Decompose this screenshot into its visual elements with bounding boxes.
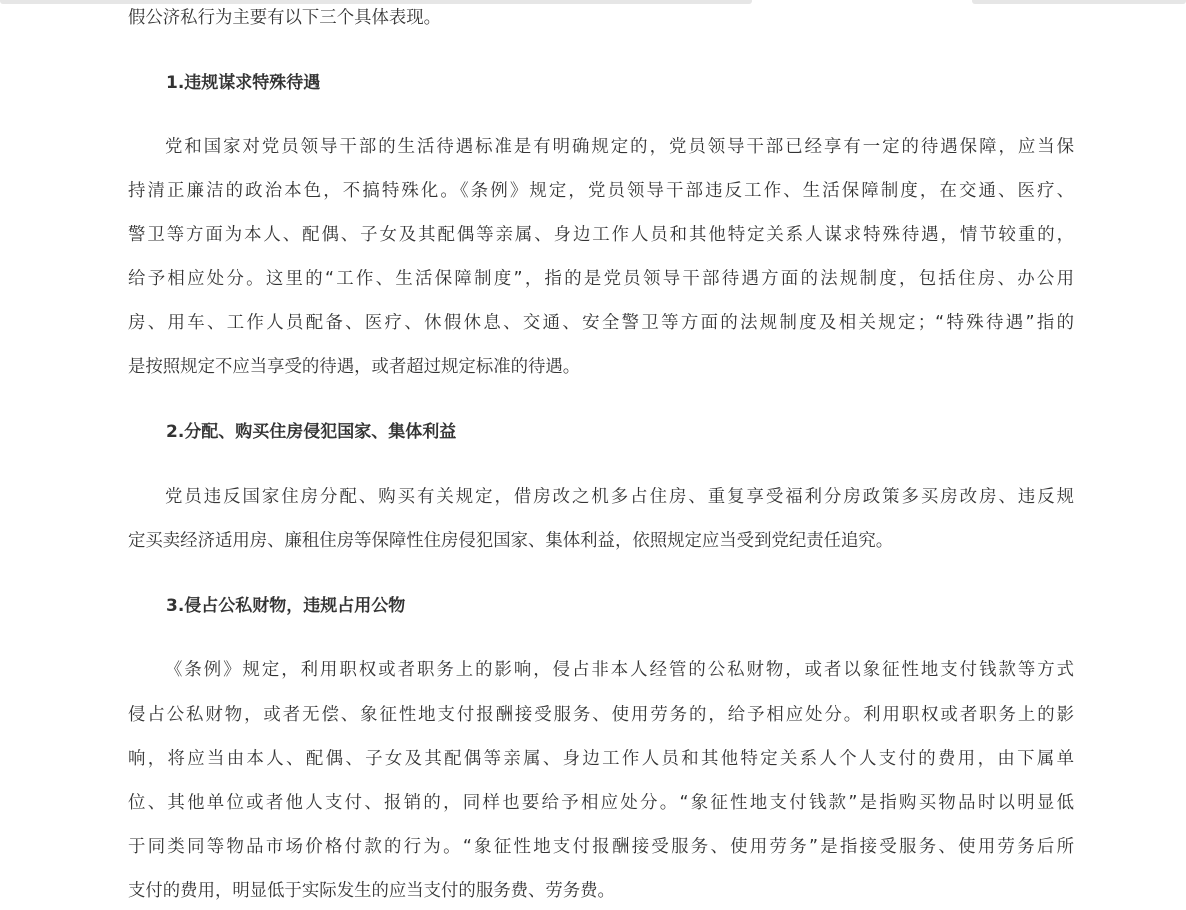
paragraph-line: 党员违反国家住房分配、购买有关规定，借房改之机多占住房、重复享受福利分房政策多买房改房、违反规: [165, 487, 1074, 507]
top-scroll-edge-right: [972, 0, 1186, 4]
paragraph-line: 响，将应当由本人、配偶、子女及其配偶等亲属、身边工作人员和其他特定关系人个人支付的费用，由下属单: [128, 749, 1074, 769]
section-heading: 1.违规谋求特殊待遇: [166, 73, 321, 93]
paragraph-line: 房、用车、工作人员配备、医疗、休假休息、交通、安全警卫等方面的法规制度及相关规定；“特殊待遇”指的: [128, 313, 1074, 333]
paragraph-line: 支付的费用，明显低于实际发生的应当支付的服务费、劳务费。: [128, 881, 615, 901]
section-heading: 3.侵占公私财物，违规占用公物: [166, 596, 406, 616]
paragraph-line: 于同类同等物品市场价格付款的行为。“象征性地支付报酬接受服务、使用劳务”是指接受服务、使用劳务后所: [128, 837, 1074, 857]
paragraph-line: 警卫等方面为本人、配偶、子女及其配偶等亲属、身边工作人员和其他特定关系人谋求特殊待遇，情节较重的，: [128, 225, 1074, 245]
paragraph-line: 假公济私行为主要有以下三个具体表现。: [128, 8, 442, 28]
paragraph-line: 给予相应处分。这里的“工作、生活保障制度”，指的是党员领导干部待遇方面的法规制度，包括住房、办公用: [128, 269, 1074, 289]
paragraph-line: 位、其他单位或者他人支付、报销的，同样也要给予相应处分。“象征性地支付钱款”是指购买物品时以明显低: [128, 793, 1074, 813]
paragraph-line: 定买卖经济适用房、廉租住房等保障性住房侵犯国家、集体利益，依照规定应当受到党纪责任追究。: [128, 531, 894, 551]
paragraph-line: 党和国家对党员领导干部的生活待遇标准是有明确规定的，党员领导干部已经享有一定的待遇保障，应当保: [165, 137, 1074, 157]
paragraph-line: 持清正廉洁的政治本色，不搞特殊化。《条例》规定，党员领导干部违反工作、生活保障制度，在交通、医疗、: [128, 181, 1074, 201]
paragraph-line: 是按照规定不应当享受的待遇，或者超过规定标准的待遇。: [128, 357, 581, 377]
paragraph-line: 侵占公私财物，或者无偿、象征性地支付报酬接受服务、使用劳务的，给予相应处分。利用职权或者职务上的影: [128, 705, 1074, 725]
section-heading: 2.分配、购买住房侵犯国家、集体利益: [166, 422, 457, 442]
paragraph-line: 《条例》规定，利用职权或者职务上的影响，侵占非本人经管的公私财物，或者以象征性地支付钱款等方式: [165, 660, 1074, 680]
